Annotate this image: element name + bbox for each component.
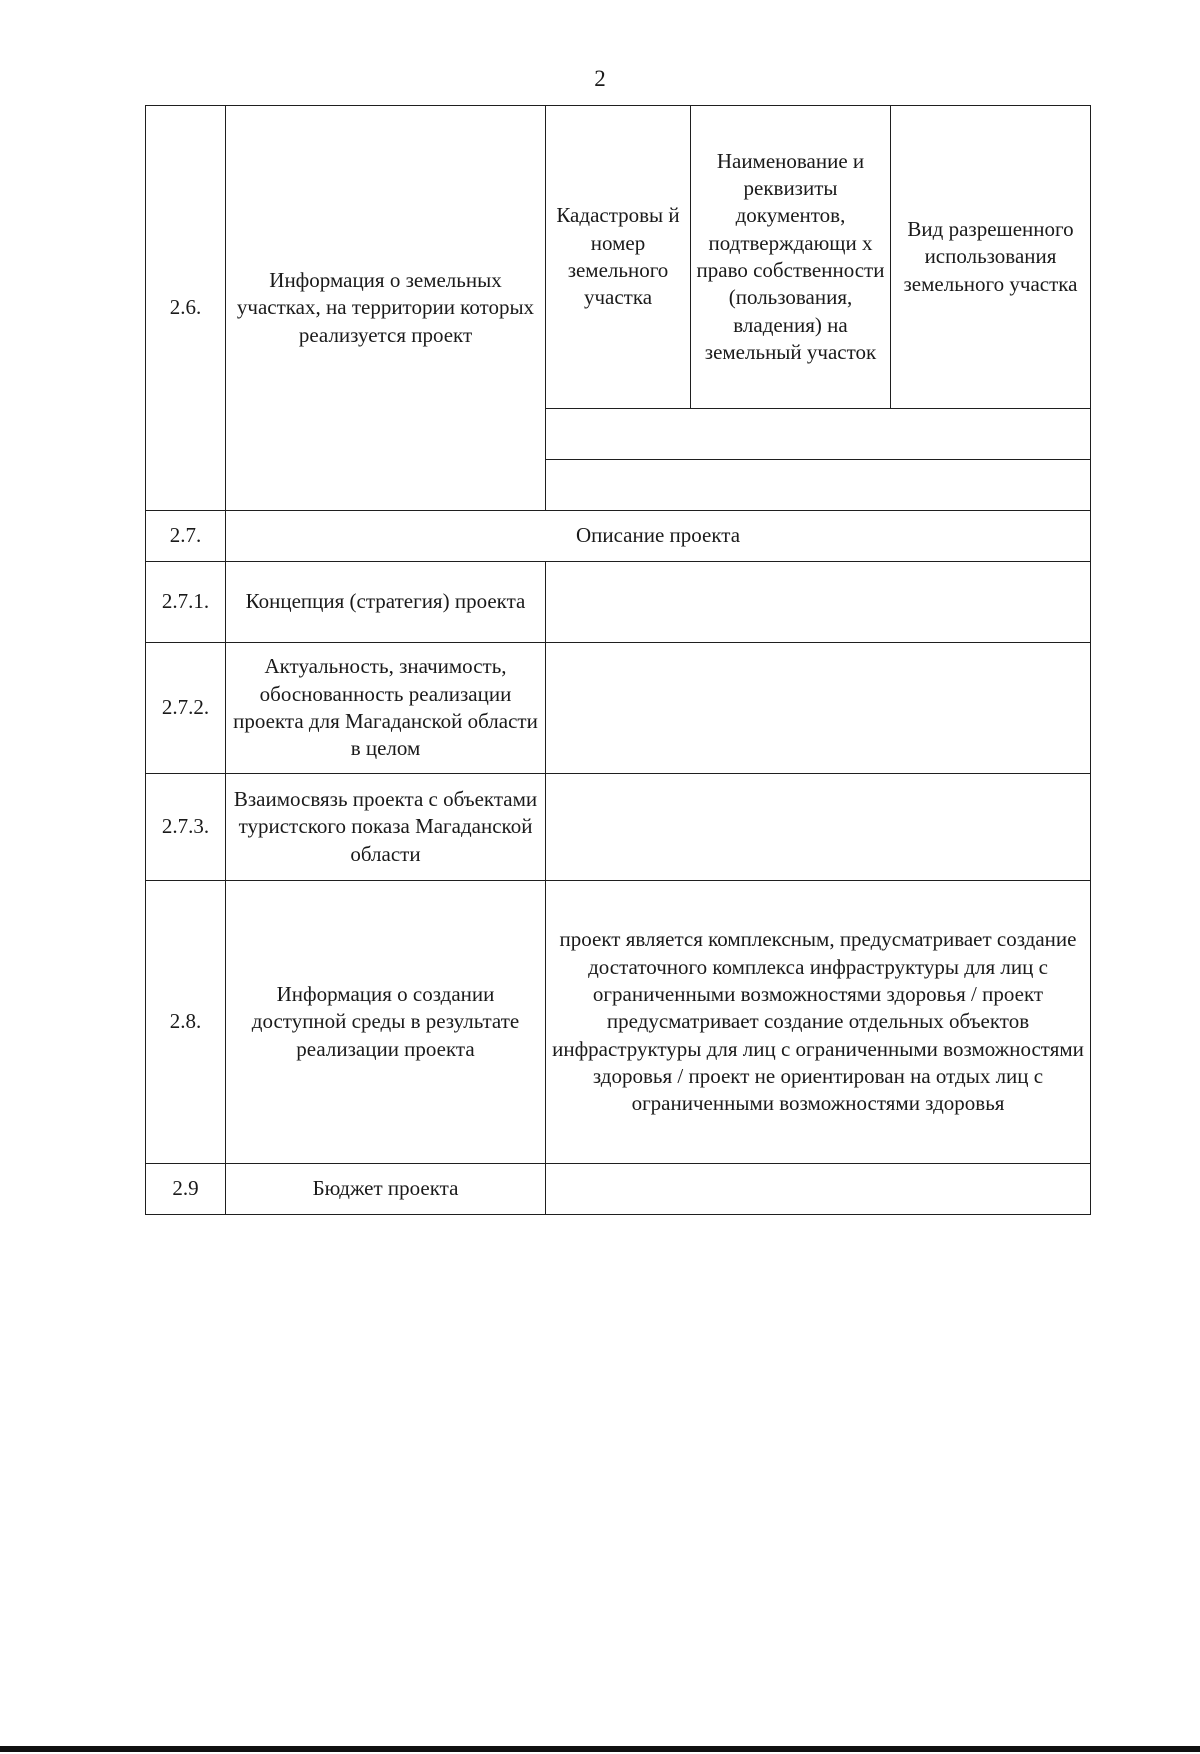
row-value-cell[interactable]	[546, 1164, 1091, 1215]
row-value-cell[interactable]	[546, 643, 1091, 774]
table-row-2-6	[146, 106, 1091, 409]
row-value-cell[interactable]: проект является комплексным, предусматривает создание достаточного комплекса инфраструктуры для лиц с ограниченными возможностями здоровья / проект предусматривает создание отдельных объектов инфраструктуры для лиц с ограниченными возможностями здоровья / проект не ориентирован на отдых лиц с ограниченными возможностями здоровья	[546, 881, 1091, 1164]
row-title-cell: Информация о создании доступной среды в результате реализации проекта	[226, 881, 546, 1164]
row-title-cell: Бюджет проекта	[226, 1164, 546, 1215]
table-row-2-7-1	[146, 562, 1091, 643]
project-info-table	[145, 105, 1091, 1215]
row-number-cell: 2.7.1.	[146, 562, 226, 643]
table-row-2-7-3	[146, 774, 1091, 881]
table-row-2-7	[146, 511, 1091, 562]
row-value-cell[interactable]	[546, 562, 1091, 643]
row-title-cell: Информация о земельных участках, на территории которых реализуется проект	[226, 106, 546, 511]
cadastral-number-header: Кадастровы й номер земельного участка	[546, 106, 691, 409]
table-row-2-8	[146, 881, 1091, 1164]
table-row-2-7-2	[146, 643, 1091, 774]
row-title-cell: Взаимосвязь проекта с объектами туристского показа Магаданской области	[226, 774, 546, 881]
row-title-cell: Актуальность, значимость, обоснованность реализации проекта для Магаданской области в целом	[226, 643, 546, 774]
row-number-cell: 2.8.	[146, 881, 226, 1164]
page-number: 2	[594, 66, 606, 91]
row-number-cell: 2.9	[146, 1164, 226, 1215]
permitted-use-header: Вид разрешенного использования земельного участка	[891, 106, 1091, 409]
scan-edge-bar	[0, 1746, 1200, 1752]
row-number-cell: 2.7.2.	[146, 643, 226, 774]
row-number-cell: 2.6.	[146, 106, 226, 511]
section-title-cell: Описание проекта	[226, 511, 1091, 562]
land-plot-entry-cell[interactable]	[546, 460, 1091, 511]
land-plot-entry-cell[interactable]	[546, 409, 1091, 460]
table-row-2-9	[146, 1164, 1091, 1215]
row-number-cell: 2.7.	[146, 511, 226, 562]
ownership-documents-header: Наименование и реквизиты документов, подтверждающи х право собственности (пользования, владения) на земельный участок	[691, 106, 891, 409]
row-number-cell: 2.7.3.	[146, 774, 226, 881]
row-value-cell[interactable]	[546, 774, 1091, 881]
row-title-cell: Концепция (стратегия) проекта	[226, 562, 546, 643]
